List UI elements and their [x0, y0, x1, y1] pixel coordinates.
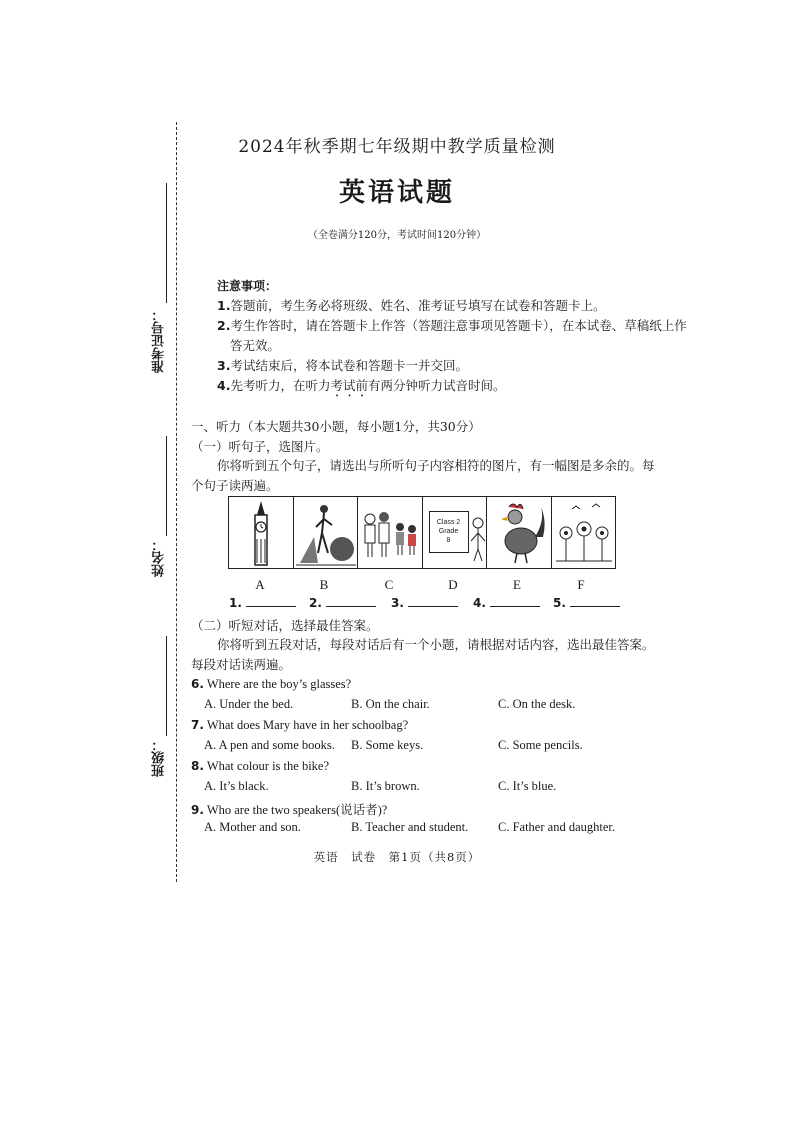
sign-text-number: 8 [446, 537, 451, 544]
option-a: A. Under the bed. [204, 697, 294, 711]
blank-number: 3. [391, 596, 404, 610]
picture-label: F [577, 577, 585, 592]
option-b: B. Teacher and student. [351, 820, 469, 834]
subject-title: 英语试题 [338, 178, 455, 208]
page-footer: 英语 试卷 第1页（共8页） [313, 850, 481, 864]
blank-number: 5. [553, 596, 566, 610]
notice-item [217, 376, 506, 400]
picture-d-class-sign [423, 497, 488, 568]
option-a: A. Mother and son. [204, 820, 301, 834]
notice-num: 3. [217, 358, 231, 373]
blank-number: 2. [309, 596, 322, 610]
notice-text: 考生作答时，请在答题卡上作答（答题注意事项见答题卡），在本试卷、草稿纸上作 [230, 318, 687, 333]
picture-a-clock-tower [229, 497, 294, 568]
answer-blank[interactable] [229, 596, 296, 610]
section-heading: 一、听力（本大题共30小题，每小题1分，共30分） [191, 419, 481, 434]
blank-number: 4. [473, 596, 486, 610]
part2-instruction: 你将听到五段对话，每段对话后有一个小题，请根据对话内容，选出最佳答案。每段对话读两遍。 [191, 637, 655, 672]
part1-instruction: 你将听到五个句子，请选出与所听句子内容相符的图片，有一幅图是多余的。每个句子读两遍。 [191, 458, 655, 493]
notice-heading: 注意事项： [217, 279, 278, 293]
exam-title: 2024年秋季期七年级期中教学质量检测 [238, 137, 556, 157]
picture-f-flowers [552, 497, 616, 568]
notice-emphasis: 考试前 [330, 378, 368, 393]
part1-heading: （一）听句子，选图片。 [191, 439, 329, 454]
notice-num: 4. [217, 378, 231, 393]
question [191, 718, 408, 733]
part2-heading: （二）听短对话，选择最佳答案。 [191, 618, 379, 633]
class-label: 班级： [152, 738, 167, 777]
option-c: C. Some pencils. [498, 738, 583, 752]
picture-label: B [319, 577, 329, 592]
picture-label: C [384, 577, 394, 592]
notice-item [217, 296, 605, 314]
question-number: 8. [191, 759, 204, 773]
exam-subtitle: （全卷满分120分，考试时间120分钟） [307, 230, 487, 241]
picture-c-family [358, 497, 423, 568]
notice-text: 答题前，考生务必将班级、姓名、准考证号填写在试卷和答题卡上。 [230, 298, 606, 313]
exam-number-label: 准考证号： [152, 308, 167, 373]
option-a: A. A pen and some books. [204, 738, 335, 752]
name-label: 姓名： [152, 538, 167, 577]
question-text: Who are the two speakers(说话者)? [206, 803, 388, 817]
question [191, 677, 351, 692]
notice-text-cont: 答无效。 [230, 338, 281, 353]
picture-b-people-outdoors [294, 497, 359, 568]
notice-item [217, 356, 468, 374]
answer-blank[interactable] [553, 596, 620, 610]
picture-label: D [448, 577, 458, 592]
picture-label: E [513, 577, 521, 592]
question-number: 6. [191, 677, 204, 691]
picture-strip [228, 496, 616, 569]
question [191, 759, 329, 774]
question-text: What colour is the bike? [206, 759, 330, 773]
question-number: 7. [191, 718, 204, 732]
sign-text-class: Class 2 [436, 519, 461, 526]
option-b: B. Some keys. [351, 738, 424, 752]
picture-label: A [255, 577, 265, 592]
sign-text-grade: Grade [438, 528, 459, 535]
question [191, 800, 387, 818]
question-number: 9. [191, 803, 204, 817]
option-b: B. On the chair. [351, 697, 430, 711]
option-a: A. It’s black. [204, 779, 269, 793]
notice-text: 先考听力，在听力 [230, 378, 331, 393]
answer-blank[interactable] [391, 596, 458, 610]
option-b: B. It’s brown. [351, 779, 420, 793]
notice-item [217, 316, 687, 334]
answer-blank[interactable] [473, 596, 540, 610]
question-text: Where are the boy’s glasses? [206, 677, 352, 691]
option-c: C. It’s blue. [498, 779, 557, 793]
notice-text: 考试结束后，将本试卷和答题卡一并交回。 [230, 358, 468, 373]
notice-num: 1. [217, 298, 231, 313]
option-c: C. Father and daughter. [498, 820, 615, 834]
answer-blank[interactable] [309, 596, 376, 610]
name-line [166, 436, 167, 536]
notice-text: 有两分钟听力试音时间。 [367, 378, 506, 393]
question-text: What does Mary have in her schoolbag? [206, 718, 409, 732]
class-line [166, 636, 167, 736]
notice-num: 2. [217, 318, 231, 333]
option-c: C. On the desk. [498, 697, 576, 711]
picture-e-rooster [487, 497, 552, 568]
blank-number: 1. [229, 596, 242, 610]
